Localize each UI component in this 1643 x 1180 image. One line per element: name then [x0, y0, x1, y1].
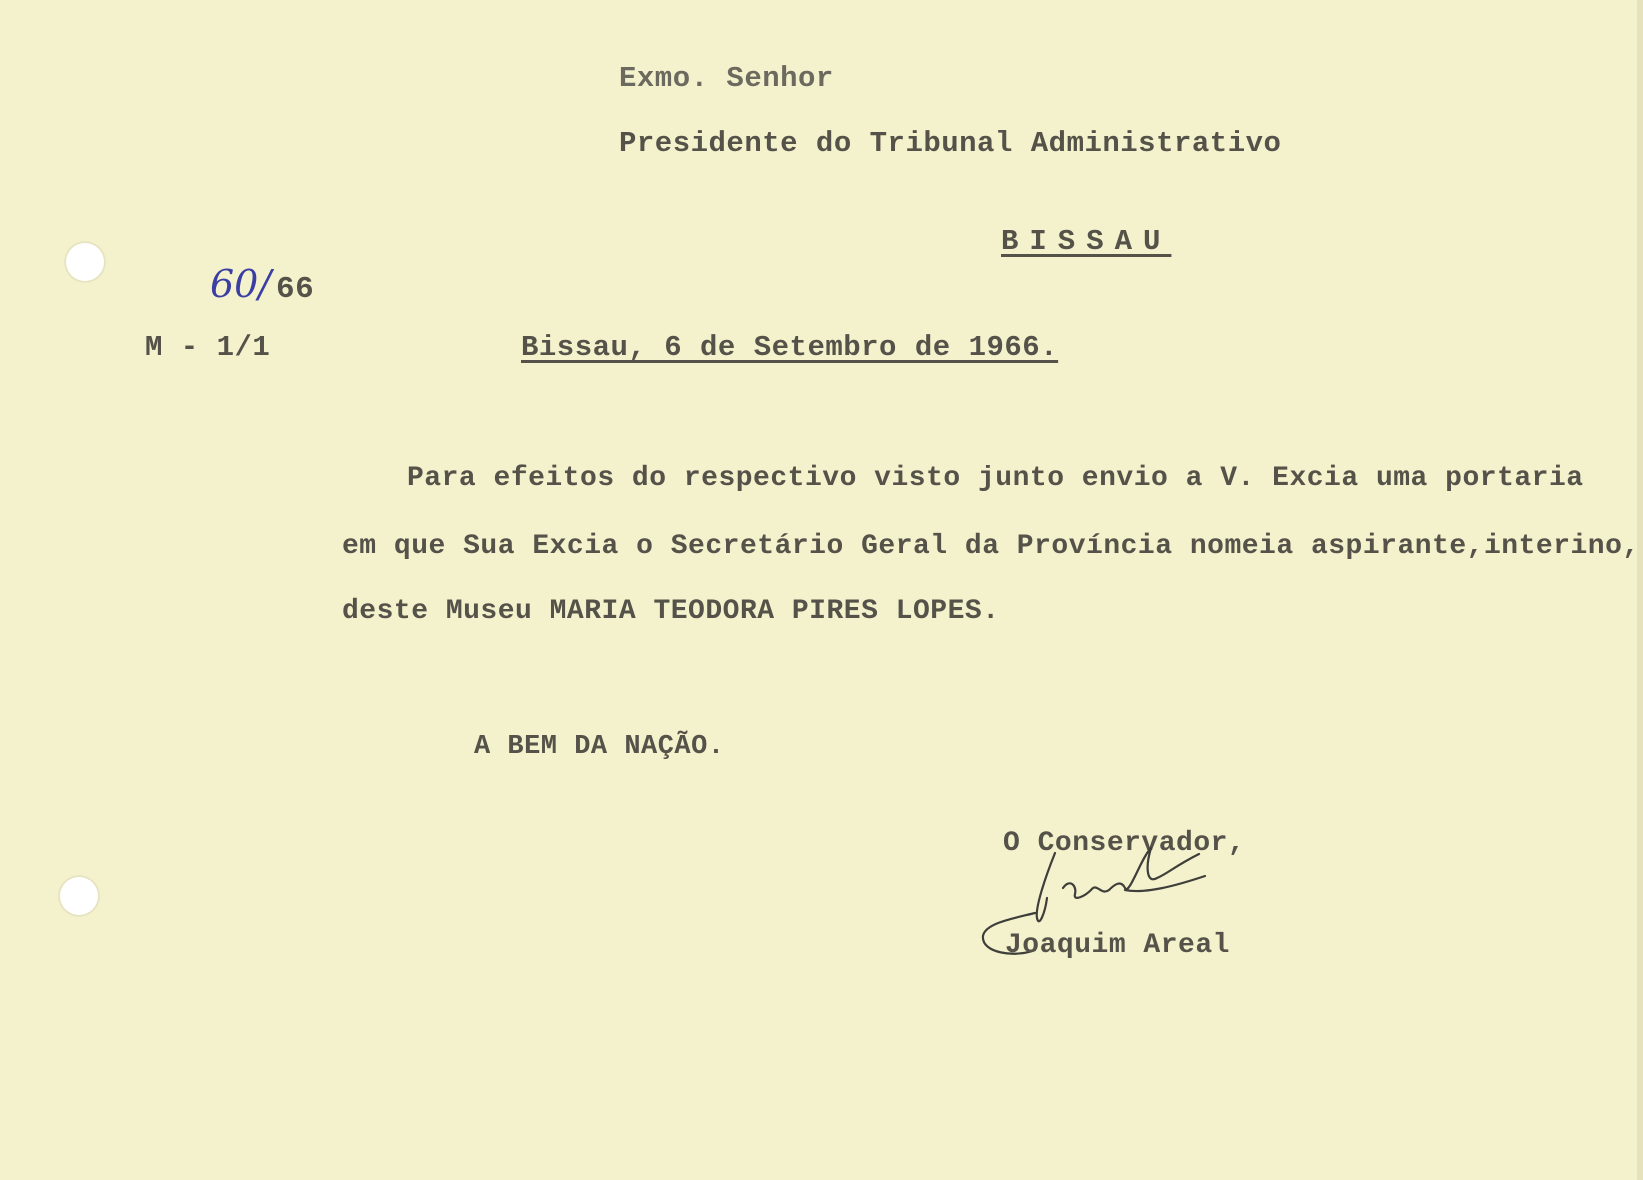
punch-hole-top	[64, 241, 106, 283]
closing-formula: A BEM DA NAÇÃO.	[474, 732, 725, 762]
paper-edge	[1637, 0, 1643, 1180]
salutation: Exmo. Senhor	[619, 62, 834, 95]
file-reference: M - 1/1	[145, 331, 271, 364]
recipient-city: BISSAU	[1001, 225, 1172, 258]
body-line-1: Para efeitos do respectivo visto junto envio a V. Excia uma portaria	[407, 463, 1584, 494]
body-line-2: em que Sua Excia o Secretário Geral da Província nomeia aspirante,interino,	[342, 531, 1640, 562]
date-line: Bissau, 6 de Setembro de 1966.	[521, 331, 1059, 364]
punch-hole-bottom	[58, 875, 100, 917]
signer-name: Joaquim Areal	[1005, 930, 1230, 961]
handwritten-number: 60/	[210, 262, 272, 306]
recipient-title: Presidente do Tribunal Administrativo	[619, 127, 1282, 160]
body-line-3: deste Museu MARIA TEODORA PIRES LOPES.	[342, 596, 1000, 627]
signer-role: O Conservador,	[1003, 828, 1246, 859]
reference-year: 66	[276, 272, 315, 307]
